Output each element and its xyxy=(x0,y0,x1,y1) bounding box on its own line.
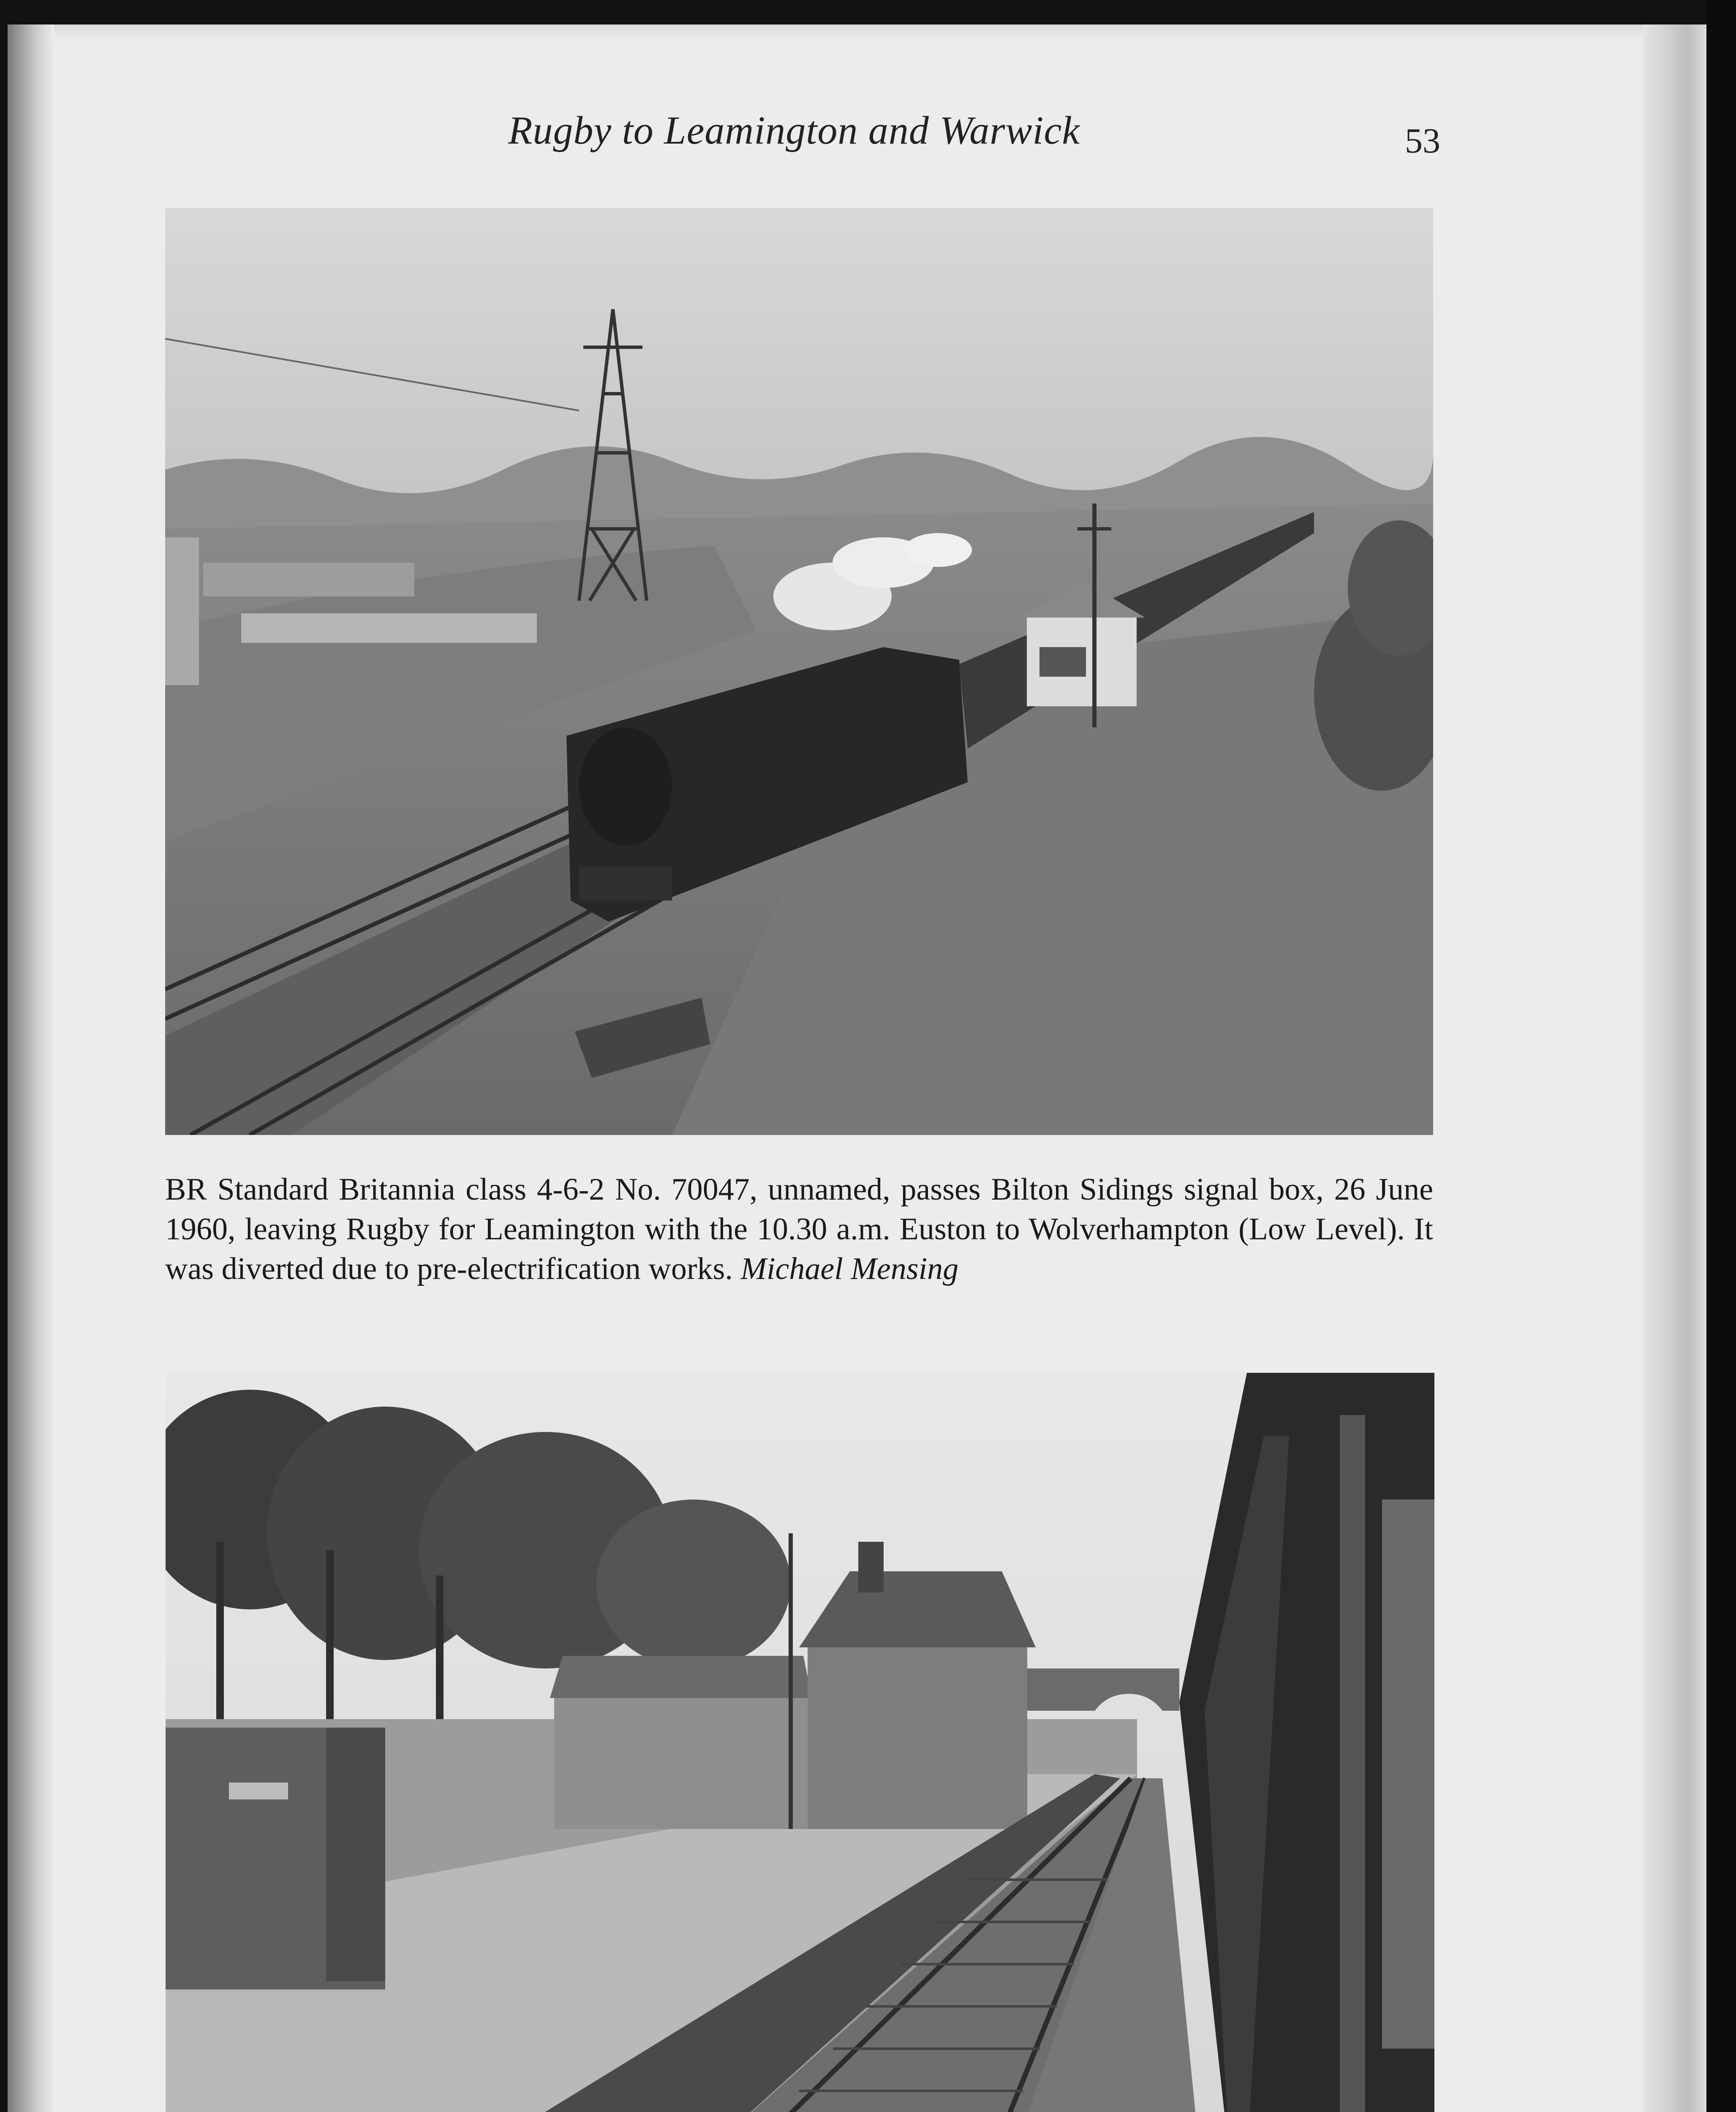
photo-britannia-illustration xyxy=(165,208,1433,1135)
photo-dunchurch-illustration xyxy=(166,1373,1434,2112)
photo-caption-1 xyxy=(165,1170,1433,1289)
page-number: 53 xyxy=(1405,121,1440,161)
photo-credit: Michael Mensing xyxy=(740,1251,959,1286)
running-head: Rugby to Leamington and Warwick xyxy=(508,109,1080,152)
page-edge xyxy=(1643,24,1706,2112)
page-gutter-shadow xyxy=(8,24,54,2112)
photo-dunchurch-station xyxy=(166,1373,1434,2112)
caption-text: BR Standard Britannia class 4-6-2 No. 70047, unnamed, passes Bilton Sidings signal box, 26 June 1960, leaving Rugby for Leamington with the 10.30 a.m. Euston to Wolverhampton (Low Level). It was diverted due to pre-electrification works. xyxy=(165,1172,1433,1286)
background-edge xyxy=(1706,0,1736,2112)
photo-britannia-locomotive xyxy=(165,208,1433,1135)
